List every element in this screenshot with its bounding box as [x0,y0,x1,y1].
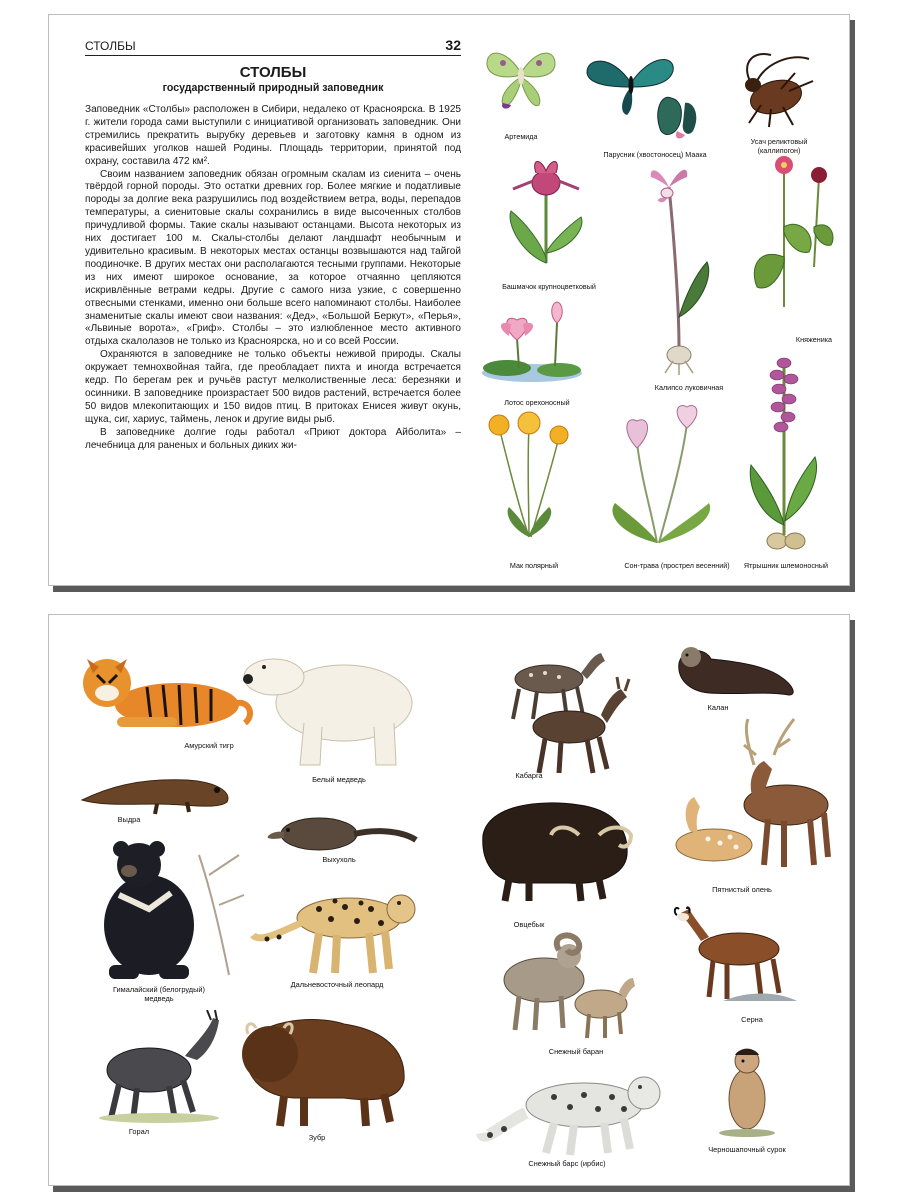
paragraph: Заповедник «Столбы» расположен в Сибири, недалеко от Красноярска. В 1925 г. жители города сами выступили с инициативой организовать заповедник. Они стремились прекратить вырубку деревьев и заготовку камня в одном из красивейших уголков нашей Родины. Площадь территории, принятой под охрану, составила 472 км². [85,104,461,167]
goral-illustration [89,1010,229,1125]
paragraph: В заповеднике долгие годы работал «Приют доктора Айболита» – лечебница для раненых и больных диких жи- [85,426,461,451]
book-spread-top [48,14,850,586]
artemida-moth-illustration [481,43,561,113]
caption-snezhnyi-baran: Снежный баран [548,1047,604,1056]
surok-marmot-illustration [717,1043,777,1138]
caption-goral: Горал [128,1127,150,1136]
caption-surok: Черношапочный сурок [708,1145,786,1154]
caption-pyatnistyi: Пятнистый олень [712,885,772,894]
kalan-sea-otter-illustration [669,643,799,703]
caption-lotos: Лотос орехоносный [504,398,570,407]
caption-parusnik: Парусник (хвостоносец) Маака [603,150,707,159]
article-title: СТОЛБЫ [239,64,307,81]
himalayan-bear-illustration [79,835,249,985]
caption-son-trava: Сон-трава (прострел весенний) [624,561,730,570]
caption-kabarga: Кабарга [515,771,543,780]
ovcebyk-musk-ox-illustration [479,795,639,905]
caption-usach: Усач реликтовый (каллипогон) [750,137,808,155]
caption-zubr: Зубр [308,1133,326,1142]
paragraph: Своим названием заповедник обязан огромным скалам из сиенита – очень твёрдой горной породы. Это остатки древних гор. Более мягкие и податливые породы за долгие века разрушились под воздействием ветра, воды, перепадов температуры, а сиенитовые скалы сохранились в виде высоченных столбов причудливой формы. Такие скалы называют останцами. Высота некоторых из них достигает 100 м. Скалы-столбы делают ландшафт необычным и удивительно красивым. В некоторых местах останцы возвышаются над тайгой поодиночке. В других местах они располагаются тесными группами. Некоторые из них имеют широкое основание, за которое отчаянно цепляются искривлённые ветрами кедры. Другие с самого низа узкие, с совершенно отвесными стенками, именно они больше всего напоминают столбы. Наиболее знаменитые скалы имеют свои названия: «Дед», «Большой Беркут», «Перья», «Львиные ворота», «Гриф». Столбы – это излюбленное место активного отдыха скалолазов не только из Красноярска, но и со всей России. [85,168,461,348]
snezhnyi-baran-sheep-illustration [489,930,639,1045]
page-number: 32 [445,37,461,53]
serna-chamois-illustration [657,905,807,1010]
far-eastern-leopard-illustration [249,873,424,978]
caption-vyhukhol: Выхухоль [322,855,356,864]
yatryshnik-orchid-illustration [729,345,839,557]
caption-bashmachok: Башмачок крупноцветковый [502,282,596,291]
caption-serna: Серна [741,1015,763,1024]
caption-tigr: Амурский тигр [184,741,234,750]
article-body [85,104,461,452]
running-head-title: СТОЛБЫ [85,39,136,53]
zubr-bison-illustration [234,1010,414,1130]
son-trava-flower-illustration [597,403,727,553]
text-page [85,37,461,452]
irbis-snow-leopard-illustration [474,1063,664,1158]
caption-vydra: Выдра [117,815,141,824]
amur-tiger-illustration [77,643,257,738]
mak-poppy-illustration [479,407,579,552]
caption-yatryshnik: Ятрышник шлемоносный [743,561,829,570]
polar-bear-illustration [234,643,424,773]
lotos-flower-illustration [477,298,587,388]
caption-gimalaiskii: Гималайский (белогрудый) медведь [112,985,206,1003]
article-subtitle: государственный природный заповедник [162,82,384,94]
caption-mak: Мак полярный [509,561,559,570]
knyazhenika-plant-illustration [739,147,839,317]
caption-kalipso: Калипсо луковичная [654,383,724,392]
running-head [85,37,461,56]
bashmachok-orchid-illustration [501,153,591,277]
caption-leopard: Дальневосточный леопард [290,980,384,989]
caption-kalan: Калан [707,703,729,712]
vyhukhol-desman-illustration [264,810,419,855]
caption-ovcebyk: Овцебык [513,920,545,929]
caption-knyazhenika: Княженика [795,335,833,344]
parusnik-butterfly-illustration [581,43,706,143]
kabarga-musk-deer-illustration [489,643,639,778]
caption-irbis: Снежный барс (ирбис) [528,1159,606,1168]
kalipso-orchid-illustration [629,157,719,377]
pyatnistyi-olen-deer-illustration [664,715,834,885]
vydra-otter-illustration [77,760,237,815]
paragraph: Охраняются в заповеднике не только объекты неживой природы. Скалы окружает темнохвойная тайга, где преобладает пихта и иногда встречается кедр. По берегам рек и ручьёв растут мелколиственные леса: березняки и осинники. В заповеднике произрастает 500 видов растений, встречается более 50 видов млекопитающих и 150 видов птиц. В притоках Енисея живут окунь, щука, сиг, хариус, таймень, ленок и другие виды рыб. [85,349,461,425]
book-spread-bottom [48,614,850,1186]
caption-artemida: Артемида [504,132,538,141]
usach-beetle-illustration [721,45,821,130]
caption-medved-belyi: Белый медведь [312,775,366,784]
